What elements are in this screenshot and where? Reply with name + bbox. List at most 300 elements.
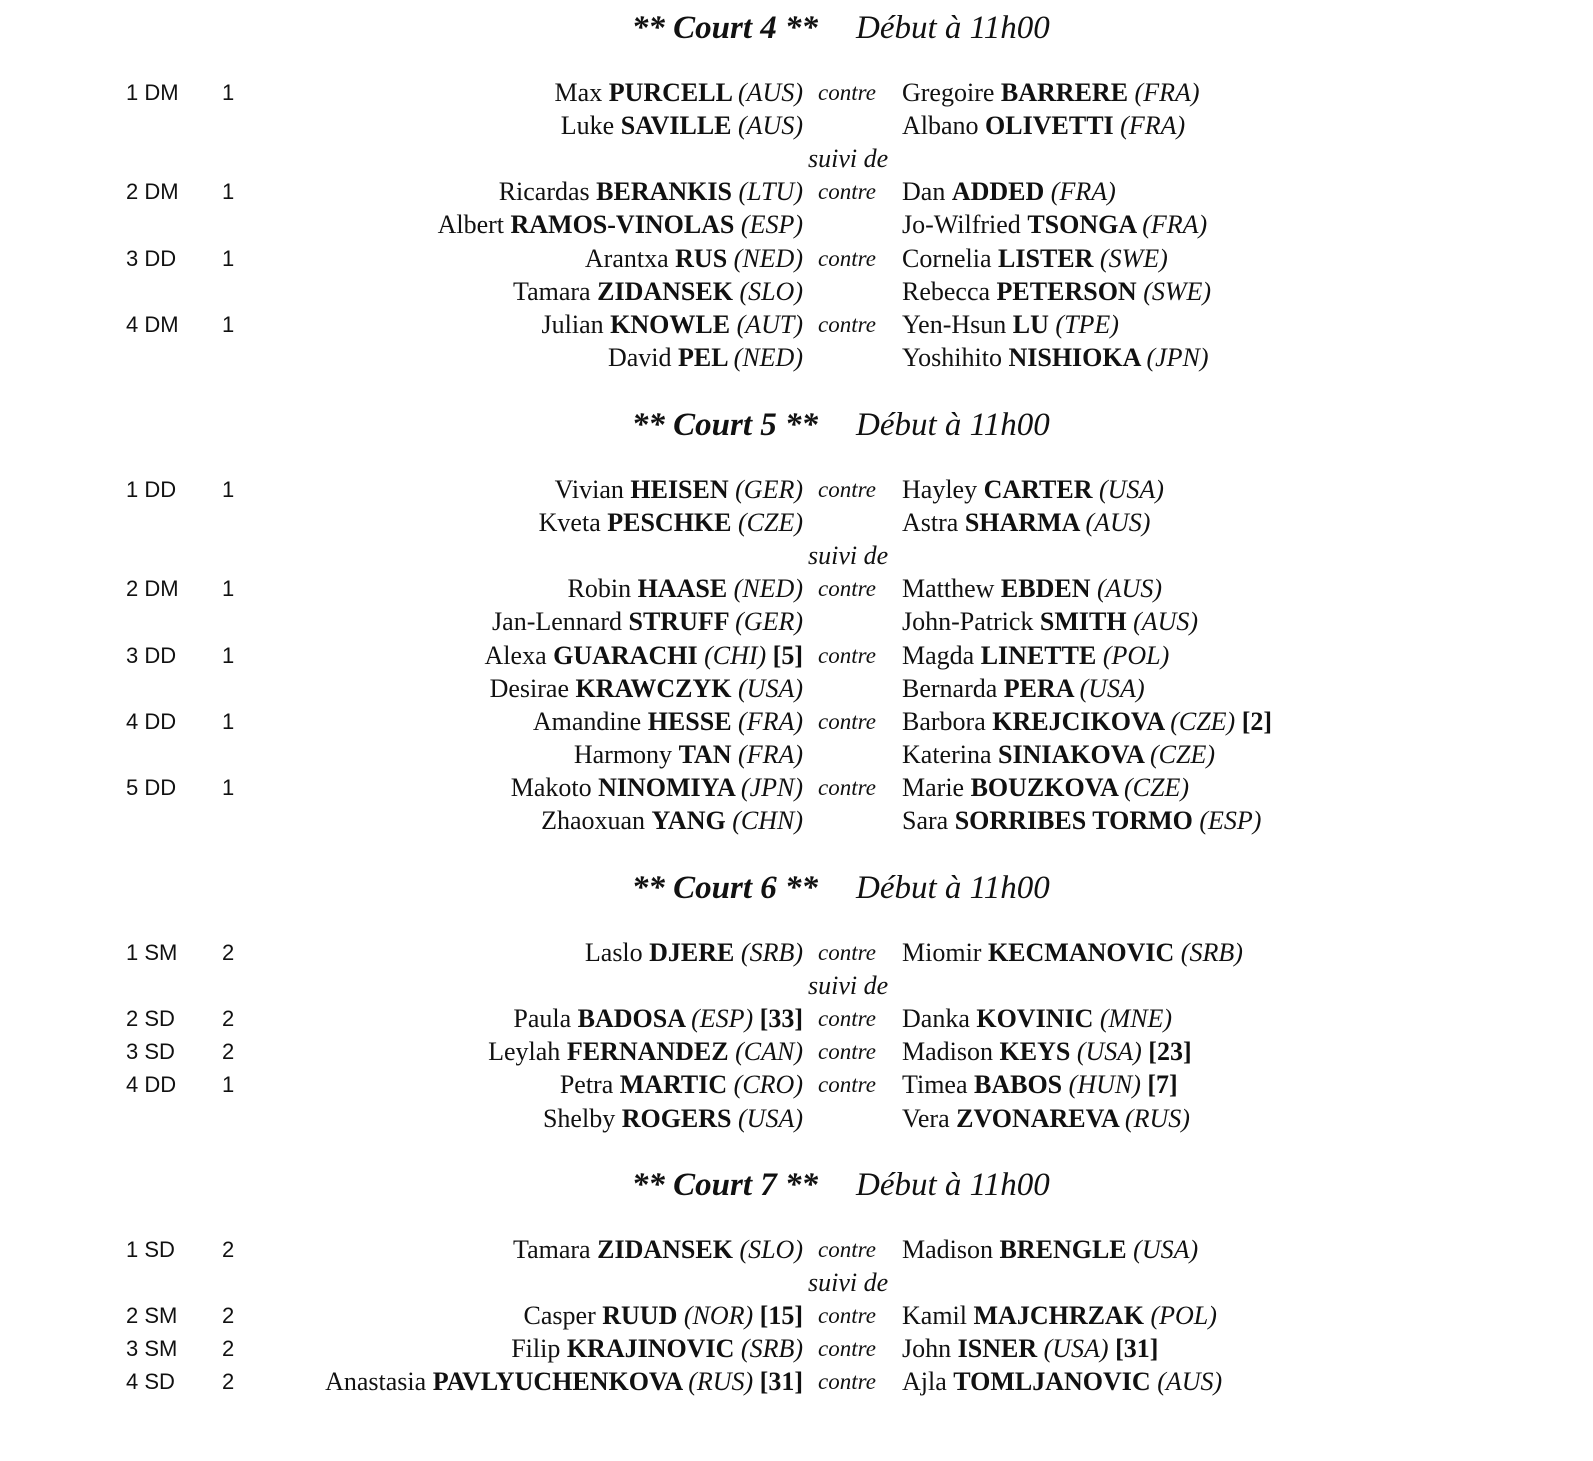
left-player xyxy=(511,1332,803,1365)
match-code: 5 DD xyxy=(126,774,177,800)
nationality: (CRO) xyxy=(733,1070,803,1100)
first-name: Kveta xyxy=(538,508,608,538)
right-player xyxy=(902,1102,1190,1135)
seed: [2] xyxy=(1235,706,1273,736)
nationality: (CAN) xyxy=(735,1037,803,1067)
last-name: FERNANDEZ xyxy=(566,1037,736,1067)
first-name: Max xyxy=(554,78,609,107)
nationality: (USA) xyxy=(1076,1037,1142,1067)
first-name: Bernarda xyxy=(902,673,1004,703)
left-player xyxy=(533,705,803,738)
last-name: KRAJINOVIC xyxy=(566,1334,741,1364)
last-name: LISTER xyxy=(998,243,1100,273)
seed: [7] xyxy=(1140,1070,1178,1100)
last-name: KREJCIKOVA xyxy=(992,706,1171,736)
nationality: (USA) xyxy=(1079,673,1145,703)
last-name: PEL xyxy=(678,342,734,372)
last-name: HESSE xyxy=(647,706,739,736)
first-name: Makoto xyxy=(510,772,599,802)
match-number: 1 xyxy=(222,1072,235,1098)
first-name: Dan xyxy=(902,177,952,207)
last-name: RUUD xyxy=(602,1301,684,1331)
last-name: PERA xyxy=(1003,673,1080,703)
match-number: 1 xyxy=(222,708,235,734)
match-code: 2 SD xyxy=(126,1006,175,1032)
first-name: Cornelia xyxy=(902,243,999,273)
left-player xyxy=(438,208,803,241)
match-code: 3 SM xyxy=(126,1336,178,1362)
first-name: Anastasia xyxy=(325,1367,433,1397)
last-name: PAVLYUCHENKOVA xyxy=(432,1367,689,1397)
match-number: 1 xyxy=(222,576,235,602)
match-code: 1 DD xyxy=(126,477,177,502)
first-name: Hayley xyxy=(902,475,984,504)
last-name: DJERE xyxy=(649,938,741,967)
right-player xyxy=(902,804,1261,837)
last-name: SHARMA xyxy=(964,508,1086,538)
match-code: 3 DD xyxy=(126,245,177,271)
match-row xyxy=(0,473,1593,506)
match-number: 2 xyxy=(222,1237,235,1262)
match-code: 3 DD xyxy=(126,642,177,668)
nationality: (JPN) xyxy=(1146,342,1209,372)
nationality: (FRA) xyxy=(738,739,803,769)
first-name: Timea xyxy=(902,1070,974,1100)
seed: [33] xyxy=(753,1004,803,1034)
versus-label: contre xyxy=(818,311,876,337)
nationality: (CHN) xyxy=(732,806,803,835)
last-name: PESCHKE xyxy=(607,508,738,538)
nationality: (CZE) xyxy=(1124,772,1189,802)
first-name: Ajla xyxy=(902,1367,954,1397)
match-row xyxy=(0,242,1593,275)
left-player xyxy=(492,605,803,638)
nationality: (AUT) xyxy=(736,309,803,339)
match-row xyxy=(0,506,1593,539)
versus-label: contre xyxy=(818,642,876,668)
right-player xyxy=(902,506,1150,539)
nationality: (JPN) xyxy=(740,772,803,802)
match-row xyxy=(0,1332,1593,1365)
left-player xyxy=(585,936,803,969)
match-number: 2 xyxy=(222,940,235,965)
right-player xyxy=(902,605,1198,638)
versus-label: contre xyxy=(818,1303,876,1329)
start-time: Début à 11h00 xyxy=(856,10,1050,46)
nationality: (RUS) xyxy=(688,1367,754,1397)
left-player xyxy=(555,76,803,109)
first-name: Astra xyxy=(902,508,965,538)
last-name: EBDEN xyxy=(1000,574,1097,604)
first-name: Alexa xyxy=(484,640,554,670)
last-name: NISHIOKA xyxy=(1008,342,1147,372)
court-header xyxy=(0,868,1593,908)
right-player xyxy=(902,275,1211,308)
nationality: (SRB) xyxy=(1180,938,1243,967)
right-player xyxy=(902,175,1116,208)
court-header xyxy=(0,8,1593,48)
nationality: (AUS) xyxy=(1157,1367,1223,1397)
suivi-de-row xyxy=(0,969,1593,1002)
nationality: (USA) xyxy=(1133,1235,1199,1264)
right-player xyxy=(902,109,1185,142)
last-name: SORRIBES TORMO xyxy=(954,806,1200,835)
seed: [23] xyxy=(1141,1037,1192,1067)
last-name: MARTIC xyxy=(619,1070,734,1100)
nationality: (AUS) xyxy=(738,111,803,141)
court-title: ** Court 6 ** xyxy=(631,870,818,906)
first-name: Madison xyxy=(902,1235,1000,1264)
first-name: Leylah xyxy=(488,1037,567,1067)
nationality: (FRA) xyxy=(1120,111,1186,141)
last-name: TAN xyxy=(678,739,739,769)
match-number: 2 xyxy=(222,1006,235,1032)
last-name: KEYS xyxy=(999,1037,1077,1067)
last-name: ADDED xyxy=(951,177,1051,207)
first-name: Julian xyxy=(541,309,611,339)
last-name: HAASE xyxy=(637,574,734,604)
first-name: Yen-Hsun xyxy=(902,309,1013,339)
match-row xyxy=(0,341,1593,374)
first-name: Miomir xyxy=(902,938,988,967)
start-time: Début à 11h00 xyxy=(856,870,1050,906)
first-name: Luke xyxy=(560,111,621,141)
match-code: 1 DM xyxy=(126,80,179,105)
left-player xyxy=(499,175,803,208)
right-player xyxy=(902,1068,1178,1101)
suivi-de-label: suivi de xyxy=(808,541,889,571)
left-player xyxy=(513,275,803,308)
nationality: (CZE) xyxy=(738,508,803,538)
right-player xyxy=(902,308,1119,341)
last-name: BADOSA xyxy=(577,1004,692,1034)
first-name: Danka xyxy=(902,1004,977,1034)
versus-label: contre xyxy=(818,477,876,502)
first-name: Tamara xyxy=(513,276,598,306)
court-header xyxy=(0,1165,1593,1205)
start-time: Début à 11h00 xyxy=(856,407,1050,443)
left-player xyxy=(511,771,803,804)
first-name: Tamara xyxy=(513,1235,598,1264)
left-player xyxy=(555,473,803,506)
last-name: YANG xyxy=(651,806,733,835)
nationality: (ESP) xyxy=(740,210,803,240)
nationality: (FRA) xyxy=(1134,78,1200,107)
match-number: 2 xyxy=(222,1303,235,1329)
court-title: ** Court 4 ** xyxy=(631,10,818,46)
match-row xyxy=(0,208,1593,241)
versus-label: contre xyxy=(818,774,876,800)
right-player xyxy=(902,1233,1198,1266)
suivi-de-row xyxy=(0,539,1593,572)
match-code: 4 DM xyxy=(126,311,179,337)
nationality: (CZE) xyxy=(1170,706,1236,736)
right-player xyxy=(902,771,1189,804)
left-player xyxy=(513,1233,803,1266)
versus-label: contre xyxy=(818,1369,876,1395)
match-row xyxy=(0,1365,1593,1398)
last-name: BOUZKOVA xyxy=(970,772,1124,802)
last-name: NINOMIYA xyxy=(598,772,741,802)
match-number: 1 xyxy=(222,311,235,337)
last-name: MAJCHRZAK xyxy=(973,1301,1151,1331)
match-row xyxy=(0,308,1593,341)
right-player xyxy=(902,639,1169,672)
match-row xyxy=(0,275,1593,308)
right-player xyxy=(902,1365,1222,1398)
nationality: (HUN) xyxy=(1068,1070,1141,1100)
nationality: (FRA) xyxy=(1142,210,1208,240)
nationality: (AUS) xyxy=(1133,607,1199,637)
nationality: (NED) xyxy=(733,243,803,273)
match-row xyxy=(0,109,1593,142)
first-name: Jo-Wilfried xyxy=(902,210,1028,240)
match-number: 1 xyxy=(222,642,235,668)
left-player xyxy=(542,308,803,341)
nationality: (USA) xyxy=(1043,1334,1109,1364)
nationality: (SRB) xyxy=(740,1334,803,1364)
last-name: RAMOS-VINOLAS xyxy=(510,210,741,240)
nationality: (NED) xyxy=(733,574,803,604)
versus-label: contre xyxy=(818,708,876,734)
versus-label: contre xyxy=(818,179,876,205)
match-number: 2 xyxy=(222,1039,235,1065)
right-player xyxy=(902,705,1272,738)
nationality: (AUS) xyxy=(1085,508,1151,538)
suivi-de-label: suivi de xyxy=(808,1268,889,1298)
last-name: BRENGLE xyxy=(999,1235,1134,1264)
court-title: ** Court 5 ** xyxy=(631,407,818,443)
match-row xyxy=(0,672,1593,705)
match-row xyxy=(0,1299,1593,1332)
match-row xyxy=(0,639,1593,672)
first-name: Paula xyxy=(513,1004,578,1034)
match-row xyxy=(0,936,1593,969)
match-row xyxy=(0,738,1593,771)
last-name: PETERSON xyxy=(996,276,1144,306)
last-name: CARTER xyxy=(983,475,1099,504)
last-name: BARRERE xyxy=(1000,78,1135,107)
right-player xyxy=(902,1332,1158,1365)
nationality: (GER) xyxy=(735,475,803,504)
left-player xyxy=(608,341,803,374)
last-name: STRUFF xyxy=(628,607,736,637)
last-name: RUS xyxy=(675,243,734,273)
nationality: (TPE) xyxy=(1055,309,1119,339)
right-player xyxy=(902,1299,1217,1332)
last-name: OLIVETTI xyxy=(985,111,1121,141)
nationality: (CZE) xyxy=(1149,739,1215,769)
first-name: Zhaoxuan xyxy=(541,806,652,835)
nationality: (SRB) xyxy=(740,938,803,967)
match-row xyxy=(0,1068,1593,1101)
nationality: (NED) xyxy=(733,342,803,372)
nationality: (AUS) xyxy=(1097,574,1162,604)
versus-label: contre xyxy=(818,245,876,271)
last-name: BABOS xyxy=(974,1070,1069,1100)
versus-label: contre xyxy=(818,940,876,965)
left-player xyxy=(513,1002,803,1035)
right-player xyxy=(902,473,1164,506)
last-name: LINETTE xyxy=(980,640,1103,670)
last-name: HEISEN xyxy=(630,475,736,504)
first-name: Filip xyxy=(511,1334,567,1364)
left-player xyxy=(485,639,803,672)
match-number: 2 xyxy=(222,1369,235,1395)
match-row xyxy=(0,1002,1593,1035)
match-code: 1 SM xyxy=(126,940,178,965)
match-number: 1 xyxy=(222,774,235,800)
first-name: John xyxy=(902,1334,958,1364)
court-title: ** Court 7 ** xyxy=(631,1167,818,1203)
match-code: 1 SD xyxy=(126,1237,175,1262)
nationality: (USA) xyxy=(738,1103,803,1133)
right-player xyxy=(902,341,1209,374)
last-name: KECMANOVIC xyxy=(987,938,1181,967)
right-player xyxy=(902,936,1243,969)
left-player xyxy=(490,672,803,705)
match-number: 1 xyxy=(222,179,235,205)
versus-label: contre xyxy=(818,1039,876,1065)
first-name: David xyxy=(607,342,679,372)
right-player xyxy=(902,242,1168,275)
versus-label: contre xyxy=(818,1336,876,1362)
match-code: 2 DM xyxy=(126,576,179,602)
right-player xyxy=(902,672,1145,705)
last-name: ZIDANSEK xyxy=(597,1235,740,1264)
first-name: Robin xyxy=(567,574,638,604)
last-name: ROGERS xyxy=(621,1103,739,1133)
first-name: Katerina xyxy=(902,739,999,769)
match-row xyxy=(0,572,1593,605)
right-player xyxy=(902,1002,1172,1035)
match-code: 2 SM xyxy=(126,1303,178,1329)
last-name: KOVINIC xyxy=(976,1004,1100,1034)
left-player xyxy=(488,1035,803,1068)
suivi-de-row xyxy=(0,1266,1593,1299)
first-name: Yoshihito xyxy=(902,342,1009,372)
first-name: Shelby xyxy=(542,1103,622,1133)
suivi-de-row xyxy=(0,142,1593,175)
nationality: (FRA) xyxy=(738,706,803,736)
last-name: LU xyxy=(1012,309,1056,339)
first-name: Jan-Lennard xyxy=(492,607,629,637)
first-name: Harmony xyxy=(573,739,679,769)
nationality: (SLO) xyxy=(739,276,803,306)
match-number: 1 xyxy=(222,80,235,105)
first-name: Barbora xyxy=(902,706,993,736)
first-name: Casper xyxy=(523,1301,603,1331)
nationality: (FRA) xyxy=(1050,177,1116,207)
first-name: Albano xyxy=(902,111,986,141)
first-name: Marie xyxy=(902,772,971,802)
seed: [31] xyxy=(1108,1334,1159,1364)
seed: [15] xyxy=(753,1301,803,1331)
first-name: Amandine xyxy=(532,706,648,736)
last-name: TOMLJANOVIC xyxy=(953,1367,1158,1397)
left-player xyxy=(325,1365,803,1398)
nationality: (SWE) xyxy=(1099,243,1168,273)
suivi-de-label: suivi de xyxy=(808,971,889,1001)
first-name: Arantxa xyxy=(584,243,676,273)
left-player xyxy=(541,804,803,837)
match-row xyxy=(0,1233,1593,1266)
versus-label: contre xyxy=(818,80,876,105)
match-number: 2 xyxy=(222,1336,235,1362)
match-row xyxy=(0,605,1593,638)
nationality: (USA) xyxy=(1098,475,1164,504)
match-number: 1 xyxy=(222,477,235,502)
last-name: PURCELL xyxy=(608,78,739,107)
nationality: (POL) xyxy=(1102,640,1170,670)
first-name: Sara xyxy=(902,806,955,835)
last-name: KNOWLE xyxy=(610,309,737,339)
match-row xyxy=(0,175,1593,208)
first-name: Kamil xyxy=(902,1301,974,1331)
left-player xyxy=(543,1102,803,1135)
first-name: Magda xyxy=(902,640,981,670)
nationality: (AUS) xyxy=(738,78,803,107)
first-name: Rebecca xyxy=(902,276,997,306)
nationality: (ESP) xyxy=(691,1004,754,1034)
match-row xyxy=(0,76,1593,109)
seed: [5] xyxy=(766,640,803,670)
match-code: 4 DD xyxy=(126,1072,177,1098)
first-name: Laslo xyxy=(584,938,650,967)
nationality: (USA) xyxy=(738,673,803,703)
nationality: (NOR) xyxy=(683,1301,754,1331)
nationality: (SLO) xyxy=(739,1235,803,1264)
first-name: Gregoire xyxy=(902,78,1001,107)
last-name: SAVILLE xyxy=(620,111,739,141)
left-player xyxy=(524,1299,803,1332)
right-player xyxy=(902,208,1207,241)
nationality: (ESP) xyxy=(1199,806,1262,835)
right-player xyxy=(902,1035,1192,1068)
match-row xyxy=(0,804,1593,837)
left-player xyxy=(560,1068,803,1101)
seed: [31] xyxy=(753,1367,803,1397)
last-name: GUARACHI xyxy=(553,640,705,670)
match-row xyxy=(0,771,1593,804)
match-row xyxy=(0,705,1593,738)
first-name: Albert xyxy=(437,210,511,240)
match-code: 4 DD xyxy=(126,708,177,734)
match-row xyxy=(0,1102,1593,1135)
left-player xyxy=(574,738,803,771)
last-name: KRAWCZYK xyxy=(575,673,739,703)
left-player xyxy=(561,109,803,142)
versus-label: contre xyxy=(818,1072,876,1098)
nationality: (MNE) xyxy=(1099,1004,1173,1034)
last-name: BERANKIS xyxy=(596,177,739,207)
first-name: Desirae xyxy=(489,673,576,703)
suivi-de-label: suivi de xyxy=(808,144,889,174)
right-player xyxy=(902,572,1162,605)
nationality: (SWE) xyxy=(1143,276,1212,306)
match-code: 4 SD xyxy=(126,1369,175,1395)
nationality: (GER) xyxy=(735,607,803,637)
first-name: Madison xyxy=(902,1037,1000,1067)
right-player xyxy=(902,738,1215,771)
left-player xyxy=(539,506,803,539)
right-player xyxy=(902,76,1200,109)
court-header xyxy=(0,405,1593,445)
match-row xyxy=(0,1035,1593,1068)
nationality: (POL) xyxy=(1150,1301,1217,1331)
left-player xyxy=(585,242,803,275)
last-name: SMITH xyxy=(1039,607,1134,637)
